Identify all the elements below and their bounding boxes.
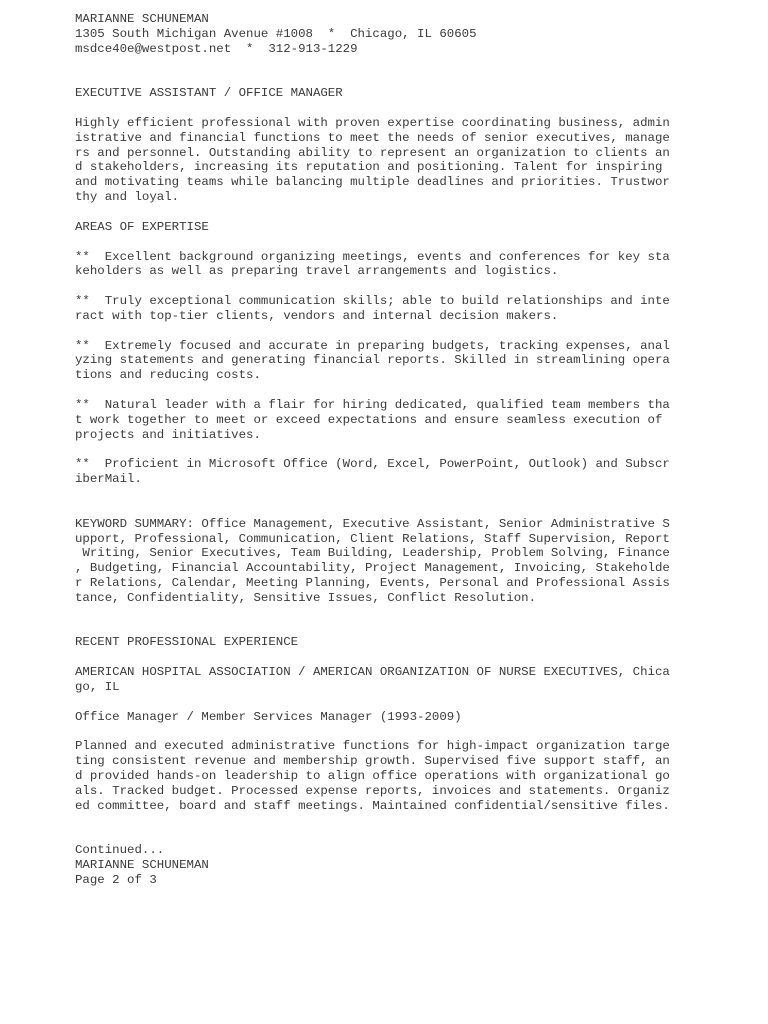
expertise-line: ** Natural leader with a flair for hiring dedicated, qualified team members tha (75, 397, 670, 412)
expertise-line: yzing statements and generating financial reports. Skilled in streamlining opera (75, 353, 670, 368)
expertise-line: ** Extremely focused and accurate in preparing budgets, tracking expenses, anal (75, 338, 670, 353)
continued-label: Continued... (75, 843, 165, 858)
expertise-line: tions and reducing costs. (75, 368, 261, 383)
job-description (75, 739, 735, 813)
summary-line: rs and personnel. Outstanding ability to represent an organization to clients an (75, 145, 670, 160)
expertise-item (75, 457, 735, 487)
expertise-line: t work together to meet or exceed expectations and ensure seamless execution of (75, 412, 663, 427)
expertise-line: keholders as well as preparing travel arrangements and logistics. (75, 264, 559, 279)
summary-line: Highly efficient professional with proven expertise coordinating business, admin (75, 115, 670, 130)
keyword-line: , Budgeting, Financial Accountability, Project Management, Invoicing, Stakeholde (75, 561, 670, 576)
keyword-line: upport, Professional, Communication, Client Relations, Staff Supervision, Report (75, 531, 670, 546)
page-number: Page 2 of 3 (75, 872, 157, 887)
experience-heading: RECENT PROFESSIONAL EXPERIENCE (75, 635, 299, 650)
footer-name: MARIANNE SCHUNEMAN (75, 858, 209, 873)
job-position: Office Manager / Member Services Manager (1993-2009) (75, 709, 462, 724)
keyword-line: tance, Confidentiality, Sensitive Issues, Conflict Resolution. (75, 590, 537, 605)
expertise-item (75, 398, 735, 443)
employer-name (75, 665, 735, 695)
employer-line: go, IL (75, 679, 120, 694)
summary-line: istrative and financial functions to meet the needs of senior executives, manage (75, 130, 670, 145)
expertise-line: ** Excellent background organizing meetings, events and conferences for key sta (75, 249, 670, 264)
description-line: als. Tracked budget. Processed expense reports, invoices and statements. Organiz (75, 783, 670, 798)
description-line: Planned and executed administrative functions for high-impact organization targe (75, 739, 670, 754)
summary-line: thy and loyal. (75, 190, 180, 205)
description-line: d provided hands-on leadership to align office operations with organizational go (75, 769, 670, 784)
expertise-line: ** Truly exceptional communication skills; able to build relationships and inte (75, 294, 670, 309)
summary-line: and motivating teams while balancing multiple deadlines and priorities. Trustwor (75, 175, 670, 190)
keyword-line: Writing, Senior Executives, Team Building, Leadership, Problem Solving, Finance (75, 546, 670, 561)
expertise-item (75, 294, 735, 324)
applicant-contact: msdce40e@westpost.net * 312-913-1229 (75, 41, 358, 56)
summary-paragraph (75, 116, 735, 205)
employer-line: AMERICAN HOSPITAL ASSOCIATION / AMERICAN ORGANIZATION OF NURSE EXECUTIVES, Chica (75, 665, 670, 680)
resume-page (75, 12, 735, 888)
summary-line: d stakeholders, increasing its reputation and positioning. Talent for inspiring (75, 160, 663, 175)
expertise-heading: AREAS OF EXPERTISE (75, 219, 209, 234)
expertise-line: ** Proficient in Microsoft Office (Word, Excel, PowerPoint, Outlook) and Subscr (75, 457, 670, 472)
expertise-line: projects and initiatives. (75, 427, 261, 442)
keyword-line: KEYWORD SUMMARY: Office Management, Executive Assistant, Senior Administrative S (75, 516, 670, 531)
keyword-line: r Relations, Calendar, Meeting Planning, Events, Personal and Professional Assis (75, 576, 670, 591)
applicant-name: MARIANNE SCHUNEMAN (75, 12, 209, 26)
expertise-item (75, 250, 735, 280)
expertise-line: ract with top-tier clients, vendors and internal decision makers. (75, 308, 559, 323)
applicant-address: 1305 South Michigan Avenue #1008 * Chicago, IL 60605 (75, 26, 477, 41)
description-line: ting consistent revenue and membership growth. Supervised five support staff, an (75, 754, 670, 769)
resume-title: EXECUTIVE ASSISTANT / OFFICE MANAGER (75, 86, 343, 101)
description-line: ed committee, board and staff meetings. Maintained confidential/sensitive files. (75, 798, 670, 813)
expertise-item (75, 339, 735, 384)
expertise-line: iberMail. (75, 472, 142, 487)
keyword-summary (75, 517, 735, 606)
page-footer (75, 843, 735, 888)
